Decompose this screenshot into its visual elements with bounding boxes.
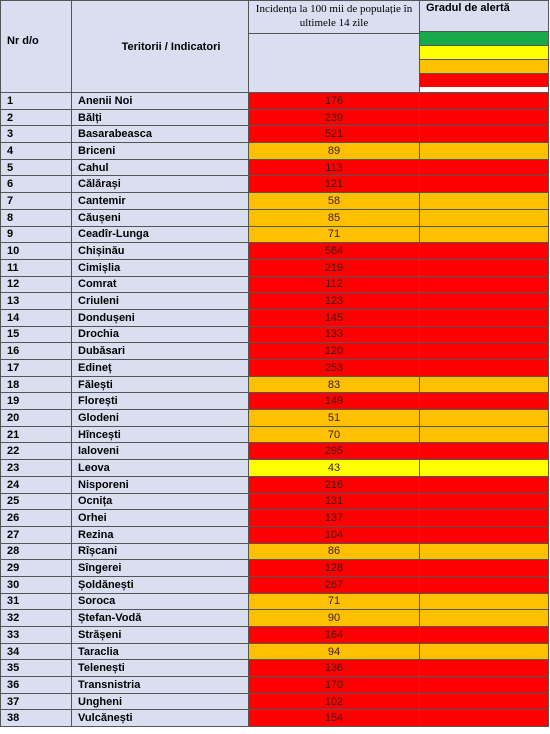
territory-name: Șoldănești — [72, 576, 249, 593]
row-number: 11 — [1, 259, 72, 276]
table-row — [1, 560, 549, 577]
row-number: 38 — [1, 710, 72, 727]
alert-level-cell — [420, 259, 549, 276]
alert-level-cell — [420, 543, 549, 560]
table-row — [1, 610, 549, 627]
row-number: 3 — [1, 126, 72, 143]
row-number: 35 — [1, 660, 72, 677]
incidence-value: 89 — [249, 143, 420, 160]
incidence-value: 113 — [249, 159, 420, 176]
table-row — [1, 593, 549, 610]
territory-name: Transnistria — [72, 677, 249, 694]
table-row — [1, 309, 549, 326]
table-row — [1, 276, 549, 293]
table-row — [1, 426, 549, 443]
territory-name: Fălești — [72, 376, 249, 393]
incidence-value: 123 — [249, 293, 420, 310]
row-number: 34 — [1, 643, 72, 660]
alert-level-cell — [420, 226, 549, 243]
header-row — [1, 1, 549, 34]
territory-name: Sîngerei — [72, 560, 249, 577]
table-row — [1, 627, 549, 644]
incidence-value: 58 — [249, 193, 420, 210]
territory-name: Cahul — [72, 159, 249, 176]
table-row — [1, 259, 549, 276]
incidence-value: 128 — [249, 560, 420, 577]
alert-level-cell — [420, 293, 549, 310]
table-row — [1, 243, 549, 260]
row-number: 24 — [1, 476, 72, 493]
alert-level-cell — [420, 493, 549, 510]
incidence-value: 112 — [249, 276, 420, 293]
row-number: 4 — [1, 143, 72, 160]
table-row — [1, 660, 549, 677]
incidence-value: 83 — [249, 376, 420, 393]
row-number: 20 — [1, 410, 72, 427]
territory-name: Dubăsari — [72, 343, 249, 360]
territory-name: Edineț — [72, 360, 249, 377]
alert-swatch-orange — [420, 59, 548, 73]
row-number: 13 — [1, 293, 72, 310]
territory-name: Cimișlia — [72, 259, 249, 276]
alert-level-cell — [420, 376, 549, 393]
table-row — [1, 576, 549, 593]
territory-name: Telenești — [72, 660, 249, 677]
header-territory: Teritorii / Indicatori — [72, 1, 249, 93]
incidence-value: 521 — [249, 126, 420, 143]
row-number: 1 — [1, 93, 72, 110]
row-number: 37 — [1, 693, 72, 710]
territory-name: Briceni — [72, 143, 249, 160]
alert-level-cell — [420, 176, 549, 193]
alert-level-cell — [420, 326, 549, 343]
alert-level-cell — [420, 159, 549, 176]
alert-level-cell — [420, 276, 549, 293]
incidence-value: 154 — [249, 710, 420, 727]
territory-name: Soroca — [72, 593, 249, 610]
territory-name: Chișinău — [72, 243, 249, 260]
row-number: 28 — [1, 543, 72, 560]
table-row — [1, 109, 549, 126]
territory-name: Bălți — [72, 109, 249, 126]
table-row — [1, 176, 549, 193]
alert-level-cell — [420, 360, 549, 377]
territory-name: Basarabeasca — [72, 126, 249, 143]
table-row — [1, 443, 549, 460]
alert-level-cell — [420, 677, 549, 694]
incidence-value: 104 — [249, 526, 420, 543]
table-row — [1, 493, 549, 510]
incidence-value: 71 — [249, 593, 420, 610]
row-number: 15 — [1, 326, 72, 343]
row-number: 7 — [1, 193, 72, 210]
table-row — [1, 209, 549, 226]
incidence-value: 149 — [249, 393, 420, 410]
alert-level-cell — [420, 510, 549, 527]
territory-name: Comrat — [72, 276, 249, 293]
incidence-value: 145 — [249, 309, 420, 326]
incidence-value: 584 — [249, 243, 420, 260]
incidence-value: 43 — [249, 460, 420, 477]
incidence-value: 176 — [249, 93, 420, 110]
territory-name: Călărași — [72, 176, 249, 193]
territory-name: Drochia — [72, 326, 249, 343]
alert-level-cell — [420, 143, 549, 160]
territory-name: Ialoveni — [72, 443, 249, 460]
alert-level-cell — [420, 309, 549, 326]
alert-level-cell — [420, 627, 549, 644]
territory-name: Ocnița — [72, 493, 249, 510]
row-number: 27 — [1, 526, 72, 543]
row-number: 6 — [1, 176, 72, 193]
incidence-value: 94 — [249, 643, 420, 660]
row-number: 25 — [1, 493, 72, 510]
incidence-value: 219 — [249, 259, 420, 276]
incidence-value: 131 — [249, 493, 420, 510]
alert-level-cell — [420, 410, 549, 427]
territory-name: Rezina — [72, 526, 249, 543]
incidence-value: 137 — [249, 510, 420, 527]
row-number: 9 — [1, 226, 72, 243]
row-number: 8 — [1, 209, 72, 226]
incidence-value: 85 — [249, 209, 420, 226]
table-row — [1, 410, 549, 427]
header-alert-title: Gradul de alertă — [420, 1, 548, 31]
row-number: 22 — [1, 443, 72, 460]
row-number: 19 — [1, 393, 72, 410]
territory-name: Leova — [72, 460, 249, 477]
row-number: 18 — [1, 376, 72, 393]
incidence-value: 102 — [249, 693, 420, 710]
territory-name: Căușeni — [72, 209, 249, 226]
incidence-value: 120 — [249, 343, 420, 360]
table-row — [1, 393, 549, 410]
incidence-value: 86 — [249, 543, 420, 560]
territory-name: Glodeni — [72, 410, 249, 427]
table-row — [1, 193, 549, 210]
alert-swatch-yellow — [420, 45, 548, 59]
incidence-value: 133 — [249, 326, 420, 343]
territory-name: Ștefan-Vodă — [72, 610, 249, 627]
row-number: 33 — [1, 627, 72, 644]
incidence-value: 216 — [249, 476, 420, 493]
alert-level-cell — [420, 460, 549, 477]
territory-name: Cantemir — [72, 193, 249, 210]
header-incidence: Incidența la 100 mii de populație în ultimele 14 zile — [249, 1, 420, 34]
alert-swatch-red — [420, 73, 548, 87]
territory-name: Vulcănești — [72, 710, 249, 727]
table-row — [1, 460, 549, 477]
alert-level-cell — [420, 193, 549, 210]
row-number: 17 — [1, 360, 72, 377]
row-number: 36 — [1, 677, 72, 694]
alert-level-cell — [420, 660, 549, 677]
header-incidence-blank — [249, 34, 420, 93]
incidence-value: 70 — [249, 426, 420, 443]
alert-level-cell — [420, 693, 549, 710]
incidence-value: 267 — [249, 576, 420, 593]
alert-level-cell — [420, 526, 549, 543]
alert-level-cell — [420, 343, 549, 360]
territory-name: Florești — [72, 393, 249, 410]
territory-name: Ceadîr-Lunga — [72, 226, 249, 243]
row-number: 5 — [1, 159, 72, 176]
territory-name: Hîncești — [72, 426, 249, 443]
row-number: 32 — [1, 610, 72, 627]
territory-name: Orhei — [72, 510, 249, 527]
table-row — [1, 293, 549, 310]
alert-level-cell — [420, 426, 549, 443]
table-row — [1, 326, 549, 343]
table-row — [1, 510, 549, 527]
alert-level-cell — [420, 243, 549, 260]
incidence-value: 71 — [249, 226, 420, 243]
table-row — [1, 677, 549, 694]
table-row — [1, 93, 549, 110]
table-row — [1, 710, 549, 727]
incidence-value: 295 — [249, 443, 420, 460]
territory-name: Taraclia — [72, 643, 249, 660]
incidence-value: 164 — [249, 627, 420, 644]
row-number: 30 — [1, 576, 72, 593]
row-number: 16 — [1, 343, 72, 360]
table-row — [1, 343, 549, 360]
table-row — [1, 526, 549, 543]
alert-level-cell — [420, 593, 549, 610]
alert-level-cell — [420, 209, 549, 226]
incidence-value: 170 — [249, 677, 420, 694]
territory-name: Nisporeni — [72, 476, 249, 493]
row-number: 29 — [1, 560, 72, 577]
table-row — [1, 476, 549, 493]
incidence-value: 121 — [249, 176, 420, 193]
header-alert — [420, 1, 549, 93]
alert-level-cell — [420, 126, 549, 143]
incidence-value: 136 — [249, 660, 420, 677]
row-number: 10 — [1, 243, 72, 260]
row-number: 26 — [1, 510, 72, 527]
table-row — [1, 376, 549, 393]
alert-level-cell — [420, 393, 549, 410]
alert-level-cell — [420, 560, 549, 577]
row-number: 12 — [1, 276, 72, 293]
table-row — [1, 543, 549, 560]
alert-level-cell — [420, 710, 549, 727]
incidence-value: 90 — [249, 610, 420, 627]
alert-level-cell — [420, 443, 549, 460]
territory-name: Anenii Noi — [72, 93, 249, 110]
header-nr: Nr d/o — [1, 1, 72, 93]
incidence-value: 253 — [249, 360, 420, 377]
alert-level-cell — [420, 576, 549, 593]
row-number: 31 — [1, 593, 72, 610]
table-row — [1, 159, 549, 176]
row-number: 23 — [1, 460, 72, 477]
alert-level-cell — [420, 476, 549, 493]
row-number: 14 — [1, 309, 72, 326]
table-row — [1, 126, 549, 143]
alert-level-cell — [420, 610, 549, 627]
territory-name: Rîșcani — [72, 543, 249, 560]
alert-level-cell — [420, 109, 549, 126]
alert-level-cell — [420, 93, 549, 110]
table-row — [1, 693, 549, 710]
territory-name: Criuleni — [72, 293, 249, 310]
row-number: 21 — [1, 426, 72, 443]
table-row — [1, 360, 549, 377]
alert-swatch-green — [420, 31, 548, 45]
table-row — [1, 226, 549, 243]
row-number: 2 — [1, 109, 72, 126]
territory-name: Ungheni — [72, 693, 249, 710]
alert-legend — [420, 31, 548, 87]
incidence-value: 239 — [249, 109, 420, 126]
alert-level-cell — [420, 643, 549, 660]
table-row — [1, 143, 549, 160]
incidence-value: 51 — [249, 410, 420, 427]
territory-name: Dondușeni — [72, 309, 249, 326]
table-row — [1, 643, 549, 660]
territory-name: Strășeni — [72, 627, 249, 644]
